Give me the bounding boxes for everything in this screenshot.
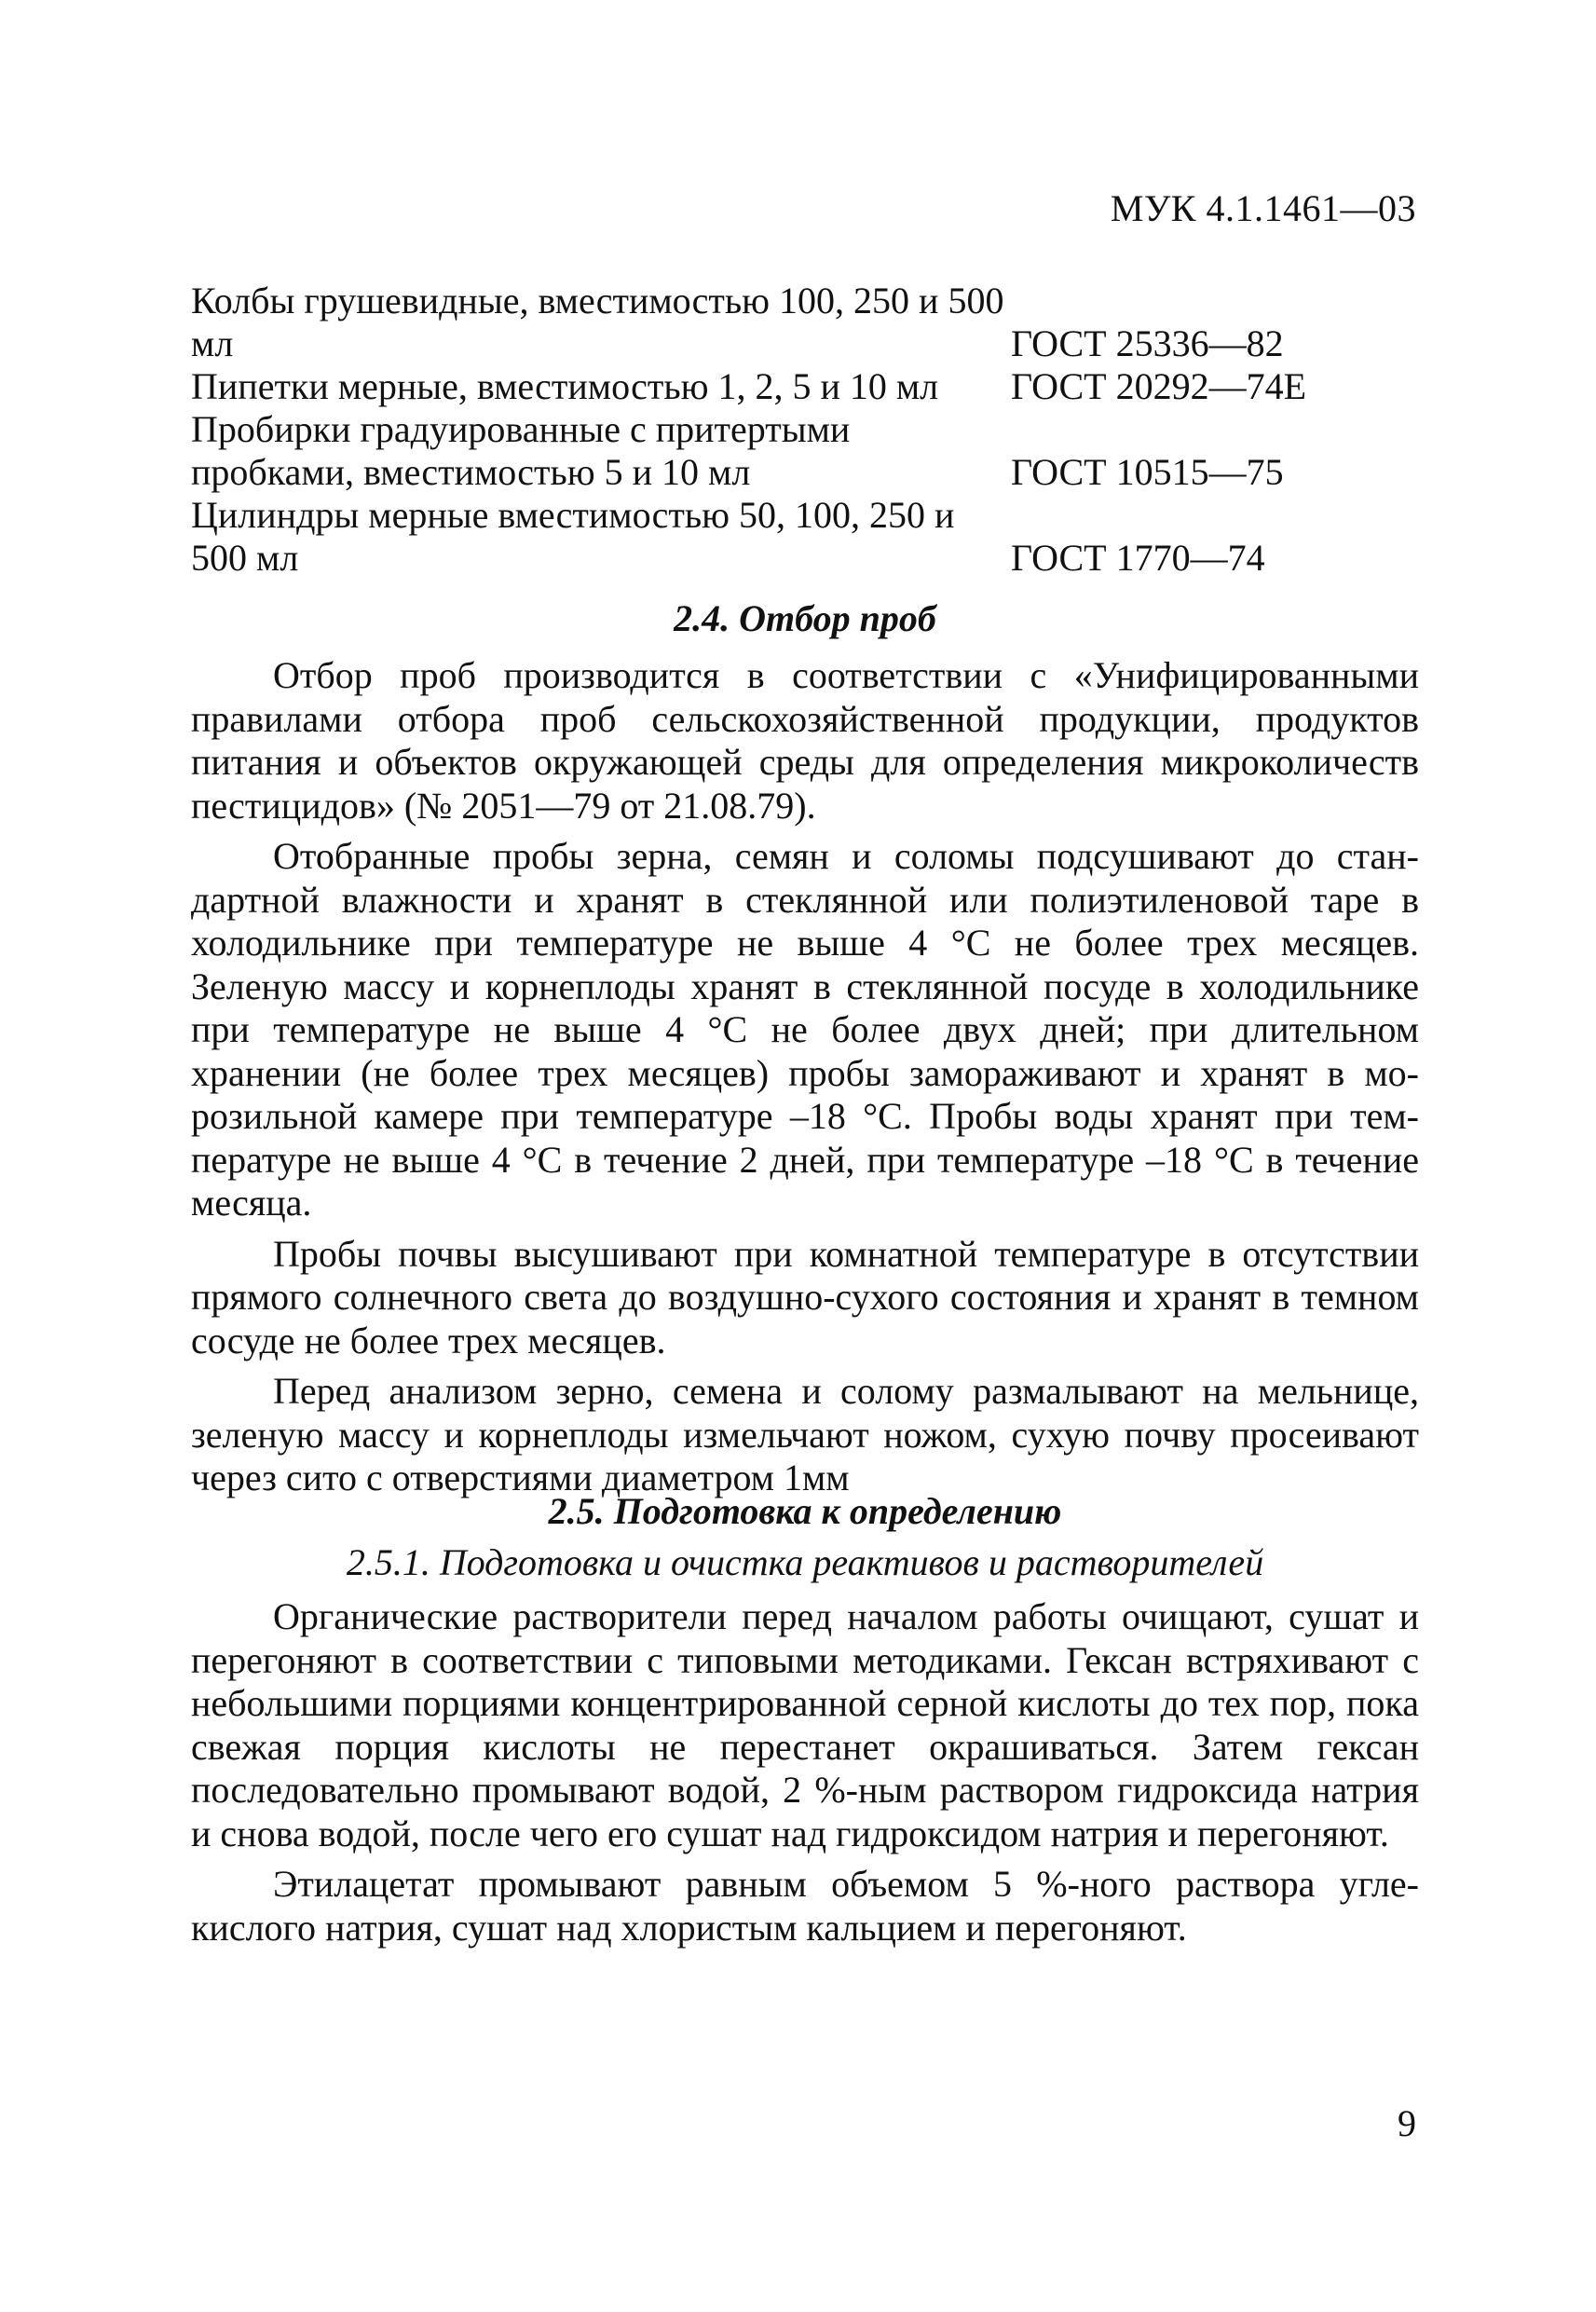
section-heading-2-5: 2.5. Подготовка к определению: [548, 1490, 1062, 1532]
equipment-name: Пипетки мерные, вместимостью 1, 2, 5 и 10 мл: [191, 365, 939, 407]
equipment-standard: ГОСТ 20292—74Е: [1011, 365, 1307, 407]
equipment-row: [191, 408, 1430, 494]
equipment-name: Цилиндры мерные вместимостью 50, 100, 250 и 500 мл: [191, 494, 955, 579]
equipment-standard: ГОСТ 25336—82: [1011, 322, 1284, 364]
document-code: МУК 4.1.1461—03: [1110, 187, 1416, 229]
paragraph: Органические растворители перед началом работы очищают, сушат и перегоняют в соответствии с типовыми методиками. Гексан встряхивают с небольшими порциями концентрированной серной кислоты до тех пор, пока свежая порция кислоты не перестанет окрашиваться. Затем гексан последовательно промывают водой, 2 %-ным раствором гидроксида натрия и снова водой, после чего его сушат над гидроксидом натрия и перегоняют.: [191, 1595, 1419, 1854]
equipment-row: [191, 494, 1430, 580]
page-number: 9: [1398, 2102, 1416, 2144]
equipment-row: [191, 280, 1430, 365]
equipment-standard: ГОСТ 10515—75: [1011, 451, 1284, 493]
equipment-row: [191, 365, 1430, 408]
section-heading-2-4: 2.4. Отбор проб: [674, 597, 936, 639]
section-2-5-body: [191, 1595, 1419, 1957]
paragraph: Этилацетат промывают равным объемом 5 %-ного раствора углекислого натрия, сушат над хлористым кальцием и перегоняют.: [191, 1863, 1419, 1949]
paragraph: Отобранные пробы зерна, семян и соломы подсушивают до стандартной влажности и хранят в стеклянной или полиэтиленовой таре в холодильнике при температуре не выше 4 °С не более трех месяцев. Зеленую массу и корнеплоды хранят в стеклянной посуде в холодильнике при температуре не выше 4 °С не более двух дней; при длительном хранении (не более трех месяцев) пробы замораживают и хранят в морозильной камере при температуре –18 °С. Пробы воды хранят при температуре не выше 4 °С в течение 2 дней, при температуре –18 °С в течение месяца.: [191, 835, 1419, 1224]
paragraph: Перед анализом зерно, семена и солому размалывают на мельнице, зеленую массу и корнеплоды измельчают ножом, сухую почву просеивают через сито с отверстиями диаметром 1мм: [191, 1370, 1419, 1498]
paragraph: Отбор проб производится в соответствии с «Унифицированными правилами отбора проб сельскохозяйственной продукции, продуктов питания и объектов окружающей среды для определения микроколичеств пестицидов» (№ 2051—79 от 21.08.79).: [191, 654, 1419, 827]
equipment-standard: ГОСТ 1770—74: [1011, 537, 1265, 579]
equipment-name: Пробирки градуированные с притертыми пробками, вместимостью 5 и 10 мл: [191, 408, 851, 493]
subsection-heading-2-5-1: 2.5.1. Подготовка и очистка реактивов и растворителей: [346, 1541, 1264, 1583]
equipment-name: Колбы грушевидные, вместимостью 100, 250 и 500 мл: [191, 280, 1004, 364]
equipment-list: [191, 280, 1430, 580]
paragraph: Пробы почвы высушивают при комнатной температуре в отсутствии прямого солнечного света до воздушно-сухого состояния и хранят в темном сосуде не более трех месяцев.: [191, 1232, 1419, 1361]
section-2-4-body: [191, 654, 1419, 1508]
